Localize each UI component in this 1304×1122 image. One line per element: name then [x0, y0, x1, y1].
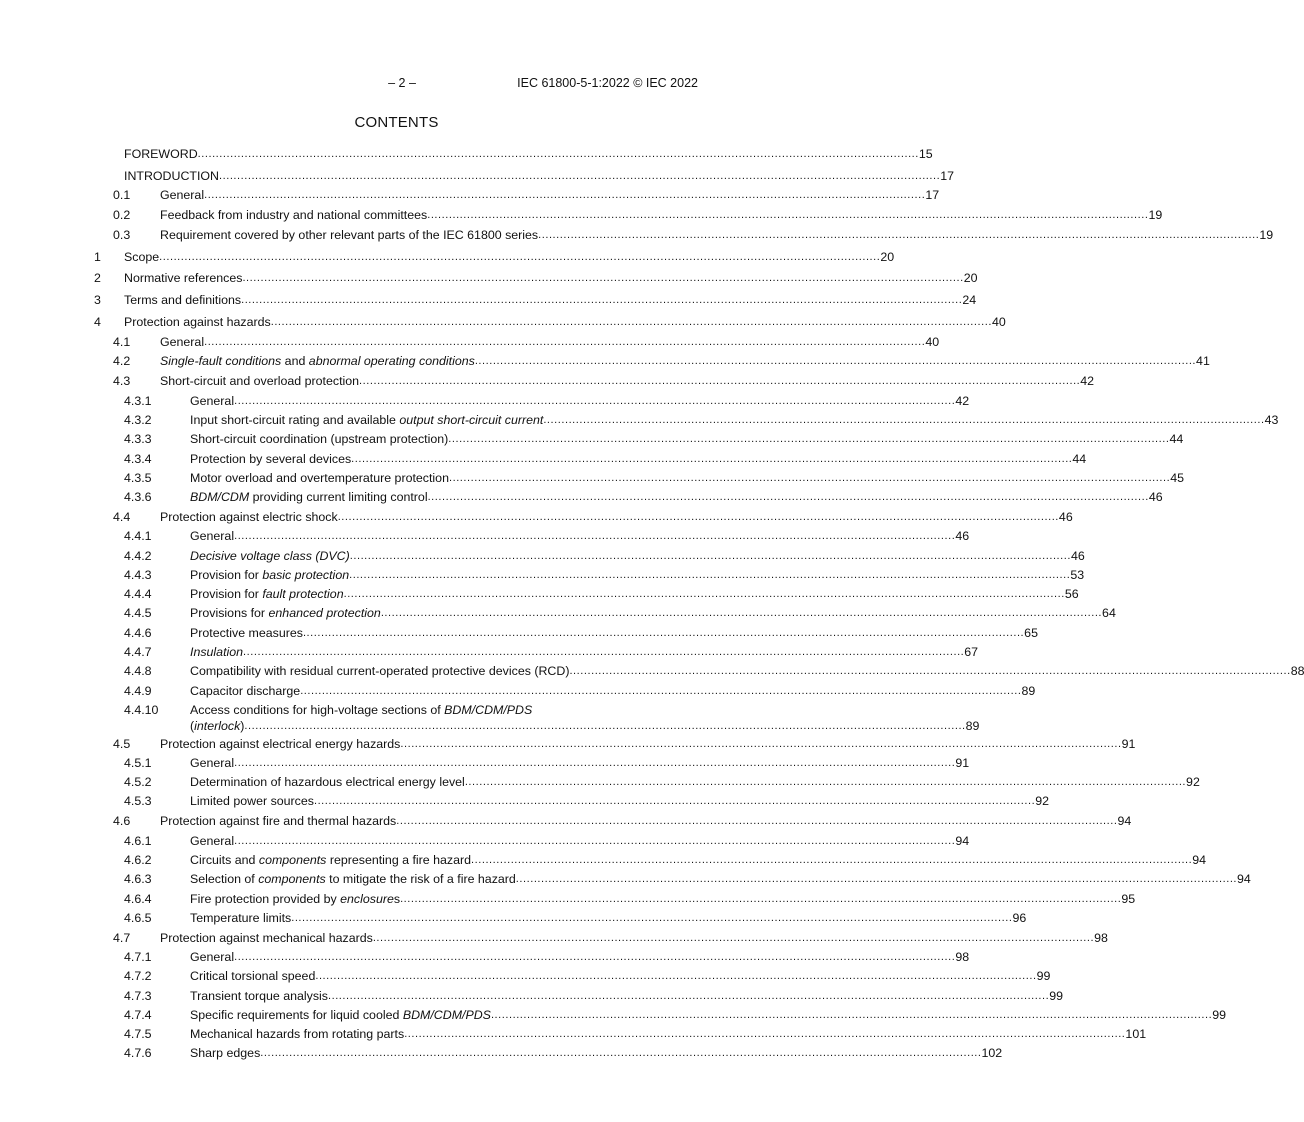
toc-entry-title-text: representing a fire hazard [326, 852, 472, 867]
toc-entry-title [190, 832, 234, 851]
toc-leader-dots: ........................................................................................................................................................................................................ [244, 719, 966, 732]
toc-entry-page: 15 [918, 147, 933, 161]
toc-entry-number: 4.7.2 [124, 969, 152, 984]
toc-entry[interactable] [94, 812, 1132, 831]
toc-leader-dots: ........................................................................................................................................................................................................ [427, 209, 1149, 222]
toc-entry-title [190, 527, 234, 546]
toc-entry-number: 4.7.3 [124, 988, 152, 1003]
toc-entry[interactable] [94, 662, 1304, 681]
toc-leader-dots: ........................................................................................................................................................................................................ [234, 756, 956, 769]
toc-entry-number: 4.4 [113, 509, 131, 524]
toc-entry[interactable] [94, 643, 979, 662]
toc-entry-number: 4.5 [113, 736, 131, 751]
toc-entry[interactable] [94, 754, 970, 773]
toc-entry[interactable] [94, 682, 1036, 701]
toc-entry-number: 4.3.6 [124, 490, 152, 505]
toc-entry[interactable] [94, 792, 1049, 811]
toc-entry-number: 4.7.5 [124, 1027, 152, 1042]
toc-entry-title [190, 987, 328, 1006]
toc-entry-title-italic: enhanced protection [268, 606, 381, 621]
toc-entry-title [124, 313, 271, 332]
toc-entry-title [190, 718, 244, 734]
toc-leader-dots: ........................................................................................................................................................................................................ [241, 294, 963, 307]
toc-entry-title-text: Selection of [190, 872, 259, 887]
toc-entry-title [190, 967, 315, 986]
toc-entry-title [190, 909, 291, 928]
toc-leader-dots: ........................................................................................................................................................................................................ [242, 272, 964, 285]
toc-entry-page: 89 [965, 718, 980, 733]
toc-entry-title-text: and [281, 354, 309, 369]
toc-entry-title [190, 469, 449, 488]
toc-leader-dots: ........................................................................................................................................................................................................ [302, 626, 1025, 639]
toc-entry[interactable] [94, 832, 970, 851]
toc-leader-dots: ........................................................................................................................................................................................................ [359, 375, 1081, 388]
toc-entry[interactable] [94, 585, 1079, 604]
toc-leader-dots: ........................................................................................................................................................................................................ [351, 452, 1073, 465]
toc-leader-dots: ........................................................................................................................................................................................................ [396, 815, 1118, 828]
toc-entry-page: 40 [925, 334, 940, 349]
toc-entry-title [190, 682, 300, 701]
toc-entry-title-text: General [160, 334, 205, 349]
toc-entry-page: 42 [955, 393, 970, 408]
toc-entry-title-text: providing current limiting control [249, 490, 428, 505]
toc-entry-page: 98 [955, 950, 970, 964]
toc-entry-number: 4.2 [113, 354, 131, 369]
toc-entry-number: 4.5.3 [124, 794, 152, 809]
toc-entry-number: 4.3.4 [124, 451, 152, 466]
toc-entry-title-text: Requirement covered by other relevant parts of the IEC 61800 series [160, 228, 539, 243]
toc-entry-title-italic: BDM/CDM/PDS [402, 1007, 491, 1022]
toc-entry-number: 4.7.6 [124, 1046, 152, 1061]
toc-entry-title [190, 566, 349, 585]
toc-leader-dots: ........................................................................................................................................................................................................ [400, 737, 1122, 750]
toc-leader-dots: ........................................................................................................................................................................................................ [300, 684, 1022, 697]
toc-entry-number: 4.6.4 [124, 891, 152, 906]
toc-entry-page: 53 [1070, 567, 1085, 582]
toc-entry[interactable] [94, 929, 1108, 948]
toc-entry-title-text: Protection against electrical energy hazards [160, 736, 401, 751]
toc-entry-title-italic: abnormal operating conditions [308, 354, 475, 369]
toc-entry-page: 19 [1259, 228, 1274, 243]
toc-entry-title [160, 352, 475, 371]
toc-entry-number: 4.4.10 [124, 702, 159, 717]
toc-leader-dots: ........................................................................................................................................................................................................ [204, 335, 926, 348]
toc-entry-title-text: Protective measures [190, 625, 303, 640]
toc-entry-page: 94 [1237, 872, 1251, 887]
toc-entry[interactable] [94, 1006, 1226, 1025]
toc-entry-title-text: Critical torsional speed [190, 969, 316, 984]
toc-leader-dots: ........................................................................................................................................................................................................ [234, 834, 956, 847]
toc-leader-dots: ........................................................................................................................................................................................................ [313, 795, 1036, 808]
toc-entry-number: 4.3.1 [124, 393, 152, 408]
toc-entry[interactable] [94, 248, 895, 267]
toc-entry-title-text: Protection against fire and thermal hazards [160, 814, 397, 829]
toc-entry-title [190, 1044, 260, 1063]
toc-entry-title-text: Capacitor discharge [190, 683, 301, 698]
toc-entry-title-italic: BDM/CDM [190, 490, 250, 505]
toc-entry-title [160, 508, 338, 527]
toc-entry-title-italic: output short-circuit current [399, 412, 544, 427]
toc-leader-dots: ........................................................................................................................................................................................................ [380, 607, 1103, 620]
toc-entry[interactable] [94, 291, 977, 310]
toc-entry-title-text: General [160, 188, 205, 203]
toc-entry-number: 4.5.1 [124, 755, 152, 770]
toc-entry-title-italic: enclosure [340, 891, 394, 906]
toc-leader-dots: ........................................................................................................................................................................................................ [234, 394, 956, 407]
toc-entry-title-text: Access conditions for high-voltage sections of [190, 702, 445, 717]
toc-entry-number: 3 [94, 293, 101, 308]
toc-entry[interactable] [94, 566, 1085, 585]
toc-entry-page: 99 [1049, 988, 1064, 1003]
toc-entry[interactable] [94, 392, 970, 411]
toc-entry-title-italic: components [258, 852, 327, 867]
toc-entry-title [190, 662, 569, 681]
toc-leader-dots: ........................................................................................................................................................................................................ [569, 665, 1291, 678]
toc-entry[interactable] [94, 890, 1136, 909]
toc-entry-title-text: Sharp edges [190, 1046, 261, 1061]
toc-entry-title [160, 812, 396, 831]
toc-entry-number: 4.6.2 [124, 852, 152, 867]
toc-entry-number: 4.6.1 [124, 833, 152, 848]
toc-entry-title-text: Short-circuit coordination (upstream protection) [190, 432, 449, 447]
toc-entry-number: 0.2 [113, 208, 131, 223]
toc-entry-title-text: Transient torque analysis [190, 988, 328, 1003]
toc-entry-number: 0.3 [113, 228, 131, 243]
toc-entry-number: 4.4.5 [124, 606, 152, 621]
toc-entry[interactable] [94, 313, 1006, 332]
toc-entry[interactable] [94, 735, 1136, 754]
toc-entry-title [190, 547, 350, 566]
toc-leader-dots: ........................................................................................................................................................................................................ [543, 413, 1265, 426]
toc-entry-number: 0.1 [113, 188, 131, 203]
toc-entry-page: 65 [1024, 625, 1038, 640]
toc-entry-title [160, 186, 204, 205]
toc-entry[interactable] [94, 411, 1279, 430]
toc-leader-dots: ........................................................................................................................................................................................................ [404, 1028, 1126, 1041]
toc-entry-page: 46 [1148, 490, 1163, 505]
toc-entry-title-text: Provisions for [190, 606, 269, 621]
toc-entry-number: 4.3 [113, 374, 131, 389]
toc-entry-page: 98 [1094, 930, 1108, 945]
toc-entry-title [160, 929, 373, 948]
toc-entry-number: 4.6.5 [124, 910, 152, 925]
toc-leader-dots: ........................................................................................................................................................................................................ [219, 169, 941, 182]
toc-entry-title-italic: Insulation [190, 645, 244, 660]
toc-entry-number: 2 [94, 271, 101, 286]
toc-entry-number: 4.4.1 [124, 529, 152, 544]
toc-leader-dots: ........................................................................................................................................................................................................ [204, 189, 926, 202]
toc-leader-dots: ........................................................................................................................................................................................................ [474, 355, 1197, 368]
toc-entry[interactable] [94, 1025, 1147, 1044]
toc-leader-dots: ........................................................................................................................................................................................................ [400, 892, 1122, 905]
toc-entry-page: 99 [1212, 1007, 1226, 1022]
toc-entry-page: 88 [1290, 664, 1304, 679]
toc-entry-title-text: General [190, 529, 235, 544]
page-title: CONTENTS [354, 114, 439, 131]
toc-entry-number: 4.6.3 [124, 872, 152, 887]
toc-entry[interactable] [94, 186, 940, 205]
toc-entry[interactable] [94, 372, 1095, 391]
toc-entry-title-text: Short-circuit and overload protection [160, 374, 360, 389]
toc-leader-dots: ........................................................................................................................................................................................................ [234, 530, 956, 543]
toc-entry-title-text: Compatibility with residual current-operated protective devices (RCD) [190, 664, 570, 679]
toc-entry-page: 45 [1170, 470, 1185, 485]
toc-entry-title-text: Feedback from industry and national committees [160, 208, 428, 223]
toc-entry-title-text: Provision for [190, 587, 263, 602]
toc-entry-title-text: Provision for [190, 567, 263, 582]
toc-entry-title-text: Terms and definitions [124, 293, 242, 308]
toc-entry-title [190, 890, 400, 909]
toc-entry-title [190, 624, 303, 643]
toc-entry-title-text: Circuits and [190, 852, 259, 867]
toc-entry[interactable] [94, 333, 940, 352]
toc-entry-title-text: Protection against hazards [124, 314, 271, 329]
toc-entry-title-italic: interlock [194, 718, 241, 733]
toc-entry-page: 91 [955, 755, 970, 770]
toc-entry-title [124, 248, 159, 267]
toc-entry-number: 4.6 [113, 814, 131, 829]
toc-entry-title [124, 291, 241, 310]
toc-entry[interactable] [94, 624, 1038, 643]
toc-entry-number: 4.1 [113, 334, 131, 349]
toc-entry[interactable] [94, 702, 698, 718]
toc-leader-dots: ........................................................................................................................................................................................................ [349, 568, 1071, 581]
toc-leader-dots: ........................................................................................................................................................................................................ [372, 931, 1095, 944]
toc-leader-dots: ........................................................................................................................................................................................................ [349, 549, 1071, 562]
toc-entry-title-italic: Decisive voltage class (DVC) [190, 548, 350, 563]
toc-entry-title-italic: Single-fault conditions [160, 354, 282, 369]
toc-entry[interactable] [94, 269, 978, 288]
toc-entry[interactable] [94, 206, 1163, 225]
toc-entry-number: 4.7 [113, 930, 131, 945]
toc-entry-title-text: Input short-circuit rating and available [190, 412, 400, 427]
toc-entry-title [190, 870, 516, 889]
toc-entry-title-text: Normative references [124, 271, 243, 286]
toc-entry[interactable] [94, 987, 1064, 1006]
toc-entry[interactable] [94, 488, 1163, 507]
toc-entry-title-italic: fault protection [262, 587, 344, 602]
toc-leader-dots: ........................................................................................................................................................................................................ [464, 776, 1187, 789]
toc-entry-page: 17 [925, 188, 940, 203]
toc-entry-page: 91 [1121, 736, 1136, 751]
toc-entry-page: 92 [1035, 794, 1049, 809]
toc-entry-number: 4.4.9 [124, 683, 152, 698]
toc-entry-title [160, 206, 427, 225]
toc-entry-page: 94 [955, 833, 970, 848]
toc-leader-dots: ........................................................................................................................................................................................................ [515, 873, 1238, 886]
toc-entry-number: 4.4.4 [124, 587, 152, 602]
toc-entry-number: 4.4.3 [124, 567, 152, 582]
toc-entry-title-italic: BDM/CDM/PDS [444, 702, 533, 717]
toc-entry-title [124, 145, 198, 164]
toc-entry-title [190, 773, 465, 792]
toc-leader-dots: ........................................................................................................................................................................................................ [427, 491, 1149, 504]
page-number: – 2 – [388, 76, 416, 90]
toc-entry[interactable] [94, 948, 970, 967]
toc-entry-title-text: Mechanical hazards from rotating parts [190, 1027, 405, 1042]
toc-entry[interactable] [94, 469, 1185, 488]
toc-entry-number: 4.3.2 [124, 412, 152, 427]
toc-entry-title [160, 735, 400, 754]
toc-entry-title [124, 167, 219, 186]
toc-entry-title-text: Limited power sources [190, 794, 314, 809]
toc-entry-page: 46 [1058, 509, 1073, 524]
toc-entry[interactable] [94, 718, 980, 734]
toc-entry-title [190, 488, 428, 507]
toc-entry[interactable] [94, 851, 1207, 870]
toc-entry-page: 20 [880, 249, 895, 264]
toc-leader-dots: ........................................................................................................................................................................................................ [270, 315, 992, 328]
toc-entry-page: 96 [1012, 910, 1027, 925]
toc-entry-title-text: Determination of hazardous electrical energy level [190, 775, 465, 790]
toc-entry-page: 56 [1064, 587, 1079, 602]
toc-entry-title-text: to mitigate the risk of a fire hazard [325, 872, 516, 887]
toc-entry-title-text: FOREWORD [124, 147, 198, 161]
toc-leader-dots: ........................................................................................................................................................................................................ [315, 970, 1037, 983]
toc-entry-page: 94 [1117, 814, 1132, 829]
toc-entry-page: 46 [955, 529, 970, 544]
toc-entry-title-text: Protection by several devices [190, 451, 352, 466]
toc-leader-dots: ........................................................................................................................................................................................................ [243, 646, 965, 659]
toc-entry-title [190, 754, 234, 773]
toc-entry-title [190, 1006, 491, 1025]
toc-entry-number: 4.7.4 [124, 1007, 152, 1022]
toc-entry-title-text: Specific requirements for liquid cooled [190, 1007, 403, 1022]
toc-entry-page: 43 [1264, 412, 1279, 427]
toc-entry[interactable] [94, 1044, 1003, 1063]
toc-entry-page: 44 [1072, 451, 1087, 466]
toc-entry-page: 92 [1186, 775, 1200, 790]
toc-entry-title [190, 643, 243, 662]
toc-entry-title-text: INTRODUCTION [124, 168, 219, 183]
toc-entry-page: 95 [1121, 891, 1136, 906]
toc-entry-title-text: Fire protection provided by [190, 891, 341, 906]
toc-entry-title [190, 702, 532, 718]
toc-leader-dots: ........................................................................................................................................................................................................ [327, 989, 1050, 1002]
toc-entry-title [160, 226, 538, 245]
toc-leader-dots: ........................................................................................................................................................................................................ [538, 229, 1260, 242]
toc-entry-number: 4.5.2 [124, 775, 152, 790]
toc-entry-number: 4.4.7 [124, 645, 152, 660]
toc-entry-title [190, 604, 381, 623]
toc-entry-page: 67 [964, 645, 979, 660]
toc-entry-title [190, 450, 351, 469]
toc-entry-title-text: General [190, 833, 235, 848]
toc-leader-dots: ........................................................................................................................................................................................................ [291, 911, 1013, 924]
toc-leader-dots: ........................................................................................................................................................................................................ [234, 951, 956, 963]
toc-entry-number: 1 [94, 249, 101, 264]
toc-entry[interactable] [94, 604, 1116, 623]
toc-entry-page: 40 [991, 314, 1006, 329]
toc-leader-dots: ........................................................................................................................................................................................................ [197, 148, 919, 160]
toc-entry-page: 102 [981, 1046, 1003, 1061]
toc-leader-dots: ........................................................................................................................................................................................................ [337, 510, 1059, 523]
toc-entry-page: 99 [1036, 969, 1051, 984]
toc-entry[interactable] [94, 870, 1251, 889]
toc-entry-title [160, 333, 204, 352]
toc-entry-page: 17 [940, 168, 955, 183]
toc-entry-title-italic: components [258, 872, 326, 887]
toc-entry-number: 4.4.6 [124, 625, 152, 640]
toc-entry-title [190, 948, 234, 967]
toc-entry-title-text: Protection against electric shock [160, 509, 338, 524]
toc-entry-number: 4.4.2 [124, 548, 152, 563]
toc-leader-dots: ........................................................................................................................................................................................................ [159, 250, 881, 263]
toc-entry-title [190, 1025, 404, 1044]
toc-entry-title [190, 411, 543, 430]
toc-entry-title-text: General [190, 755, 235, 770]
toc-entry-page: 89 [1021, 683, 1036, 698]
toc-entry-page: 42 [1080, 374, 1095, 389]
toc-entry-title-text: Motor overload and overtemperature protection [190, 470, 449, 485]
toc-entry[interactable] [94, 508, 1073, 527]
toc-entry[interactable] [94, 430, 1184, 449]
toc-entry-page: 94 [1192, 852, 1207, 867]
toc-entry-page: 44 [1169, 432, 1184, 447]
toc-entry-title-text: ( [190, 718, 195, 733]
toc-entry-number: 4.3.3 [124, 432, 152, 447]
toc-entry-number: 4.4.8 [124, 664, 152, 679]
toc-entry[interactable] [94, 450, 1087, 469]
toc-entry-page: 64 [1102, 606, 1116, 621]
toc-entry[interactable] [94, 226, 1274, 245]
toc-entry[interactable] [94, 773, 1200, 792]
toc-entry-page: 46 [1070, 548, 1085, 563]
toc-entry-title-text: General [190, 393, 235, 408]
toc-entry-number: 4.7.1 [124, 950, 152, 964]
toc-entry-title [124, 269, 242, 288]
toc-entry-page: 19 [1148, 208, 1163, 223]
toc-entry[interactable] [94, 909, 1027, 928]
toc-entry-title [190, 585, 344, 604]
toc-entry-title [160, 372, 359, 391]
toc-leader-dots: ........................................................................................................................................................................................................ [448, 471, 1171, 484]
toc-entry-title-italic: basic protection [262, 567, 350, 582]
toc-entry-number: 4 [94, 314, 101, 329]
toc-entry-page: 41 [1196, 354, 1210, 369]
toc-entry-page: 24 [962, 293, 977, 308]
toc-entry-title [190, 792, 314, 811]
toc-entry-page: 101 [1125, 1027, 1147, 1042]
toc-entry-title-text: s [393, 891, 401, 906]
toc-entry-title [190, 851, 471, 870]
toc-leader-dots: ........................................................................................................................................................................................................ [471, 853, 1193, 866]
toc-entry-title [190, 430, 448, 449]
toc-entry[interactable] [94, 145, 933, 164]
toc-entry-page: 20 [963, 271, 978, 286]
toc-entry[interactable] [94, 352, 1210, 371]
toc-entry[interactable] [94, 527, 970, 546]
toc-leader-dots: ........................................................................................................................................................................................................ [490, 1008, 1213, 1021]
toc-leader-dots: ........................................................................................................................................................................................................ [260, 1047, 982, 1060]
toc-entry-title [190, 392, 234, 411]
toc-entry[interactable] [94, 967, 1051, 986]
standard-reference: IEC 61800-5-1:2022 © IEC 2022 [517, 76, 698, 90]
table-of-contents [94, 145, 1304, 1064]
toc-entry-title-text: Protection against mechanical hazards [160, 930, 373, 945]
toc-entry-title-text: Temperature limits [190, 910, 292, 925]
toc-leader-dots: ........................................................................................................................................................................................................ [448, 433, 1170, 446]
toc-entry-title-text: ) [240, 718, 245, 733]
toc-entry[interactable] [94, 547, 1085, 566]
toc-entry-number: 4.3.5 [124, 470, 152, 485]
toc-entry-title-text: General [190, 950, 235, 964]
toc-entry[interactable] [94, 167, 955, 186]
toc-leader-dots: ........................................................................................................................................................................................................ [343, 588, 1065, 601]
toc-entry-title-text: Scope [124, 249, 160, 264]
